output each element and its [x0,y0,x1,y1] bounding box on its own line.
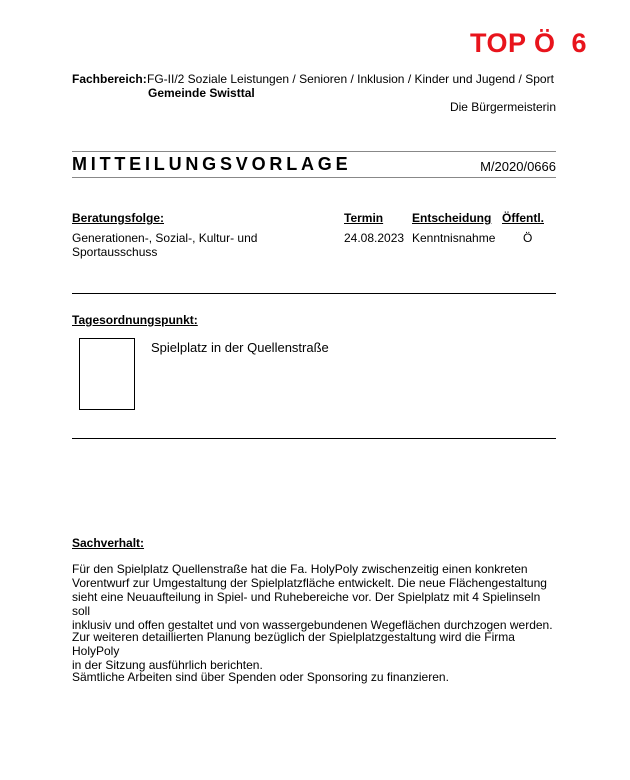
sachverhalt-label: Sachverhalt: [72,536,145,550]
gremium-line-2: Sportausschuss [72,245,158,259]
sachverhalt-paragraph-2 [72,630,558,672]
paragraph-line: Sämtliche Arbeiten sind über Spenden oder Sponsoring zu finanzieren. [72,670,449,684]
beratungsfolge-header: Beratungsfolge: [72,211,165,225]
agenda-topic: Spielplatz in der Quellenstraße [151,340,329,355]
gemeinde-name: Gemeinde Swisttal [148,86,255,100]
fachbereich [72,72,554,86]
title-rule-bottom [72,177,556,178]
termin-header: Termin [344,211,384,225]
fachbereich-value: FG-II/2 Soziale Leistungen / Senioren / Inklusion / Kinder und Jugend / Sport [147,72,554,86]
document-title: MITTEILUNGSVORLAGE [72,154,352,174]
termin-value: 24.08.2023 [344,231,405,245]
checkbox-placeholder [79,338,135,410]
fachbereich-label: Fachbereich: [72,72,147,86]
gremium [72,231,257,259]
paragraph-line: inklusiv und offen gestaltet und von wassergebundenen Wegeflächen durchzogen werden. [72,618,553,632]
top-agenda-label: TOP Ö 6 [470,28,588,58]
entscheidung-header: Entscheidung [412,211,492,225]
sachverhalt-paragraph-3 [72,670,558,684]
buergermeisterin: Die Bürgermeisterin [449,100,556,114]
tagesordnungspunkt-label: Tagesordnungspunkt: [72,313,198,327]
gremium-line-1: Generationen-, Sozial-, Kultur- und [72,231,258,245]
entscheidung-value: Kenntnisnahme [412,231,496,245]
section-rule-1 [72,293,556,294]
section-rule-2 [72,438,556,439]
paragraph-line: Für den Spielplatz Quellenstraße hat die Fa. HolyPoly zwischenzeitig einen konkreten [72,562,528,576]
paragraph-line: in der Sitzung ausführlich berichten. [72,658,263,672]
paragraph-line: Vorentwurf zur Umgestaltung der Spielplatzfläche entwickelt. Die neue Flächengestaltung [72,576,547,590]
oeffentl-header: Öffentl. [502,211,544,225]
paragraph-line: sieht eine Neuaufteilung in Spiel- und Ruhebereiche vor. Der Spielplatz mit 4 Spielinseln soll [72,590,541,618]
title-rule-top [72,151,556,152]
document-number: M/2020/0666 [480,159,556,174]
paragraph-line: Zur weiteren detaillierten Planung bezüglich der Spielplatzgestaltung wird die Firma HolyPoly [72,630,515,658]
sachverhalt-paragraph-1 [72,562,558,632]
oeffentl-value: Ö [523,231,533,245]
